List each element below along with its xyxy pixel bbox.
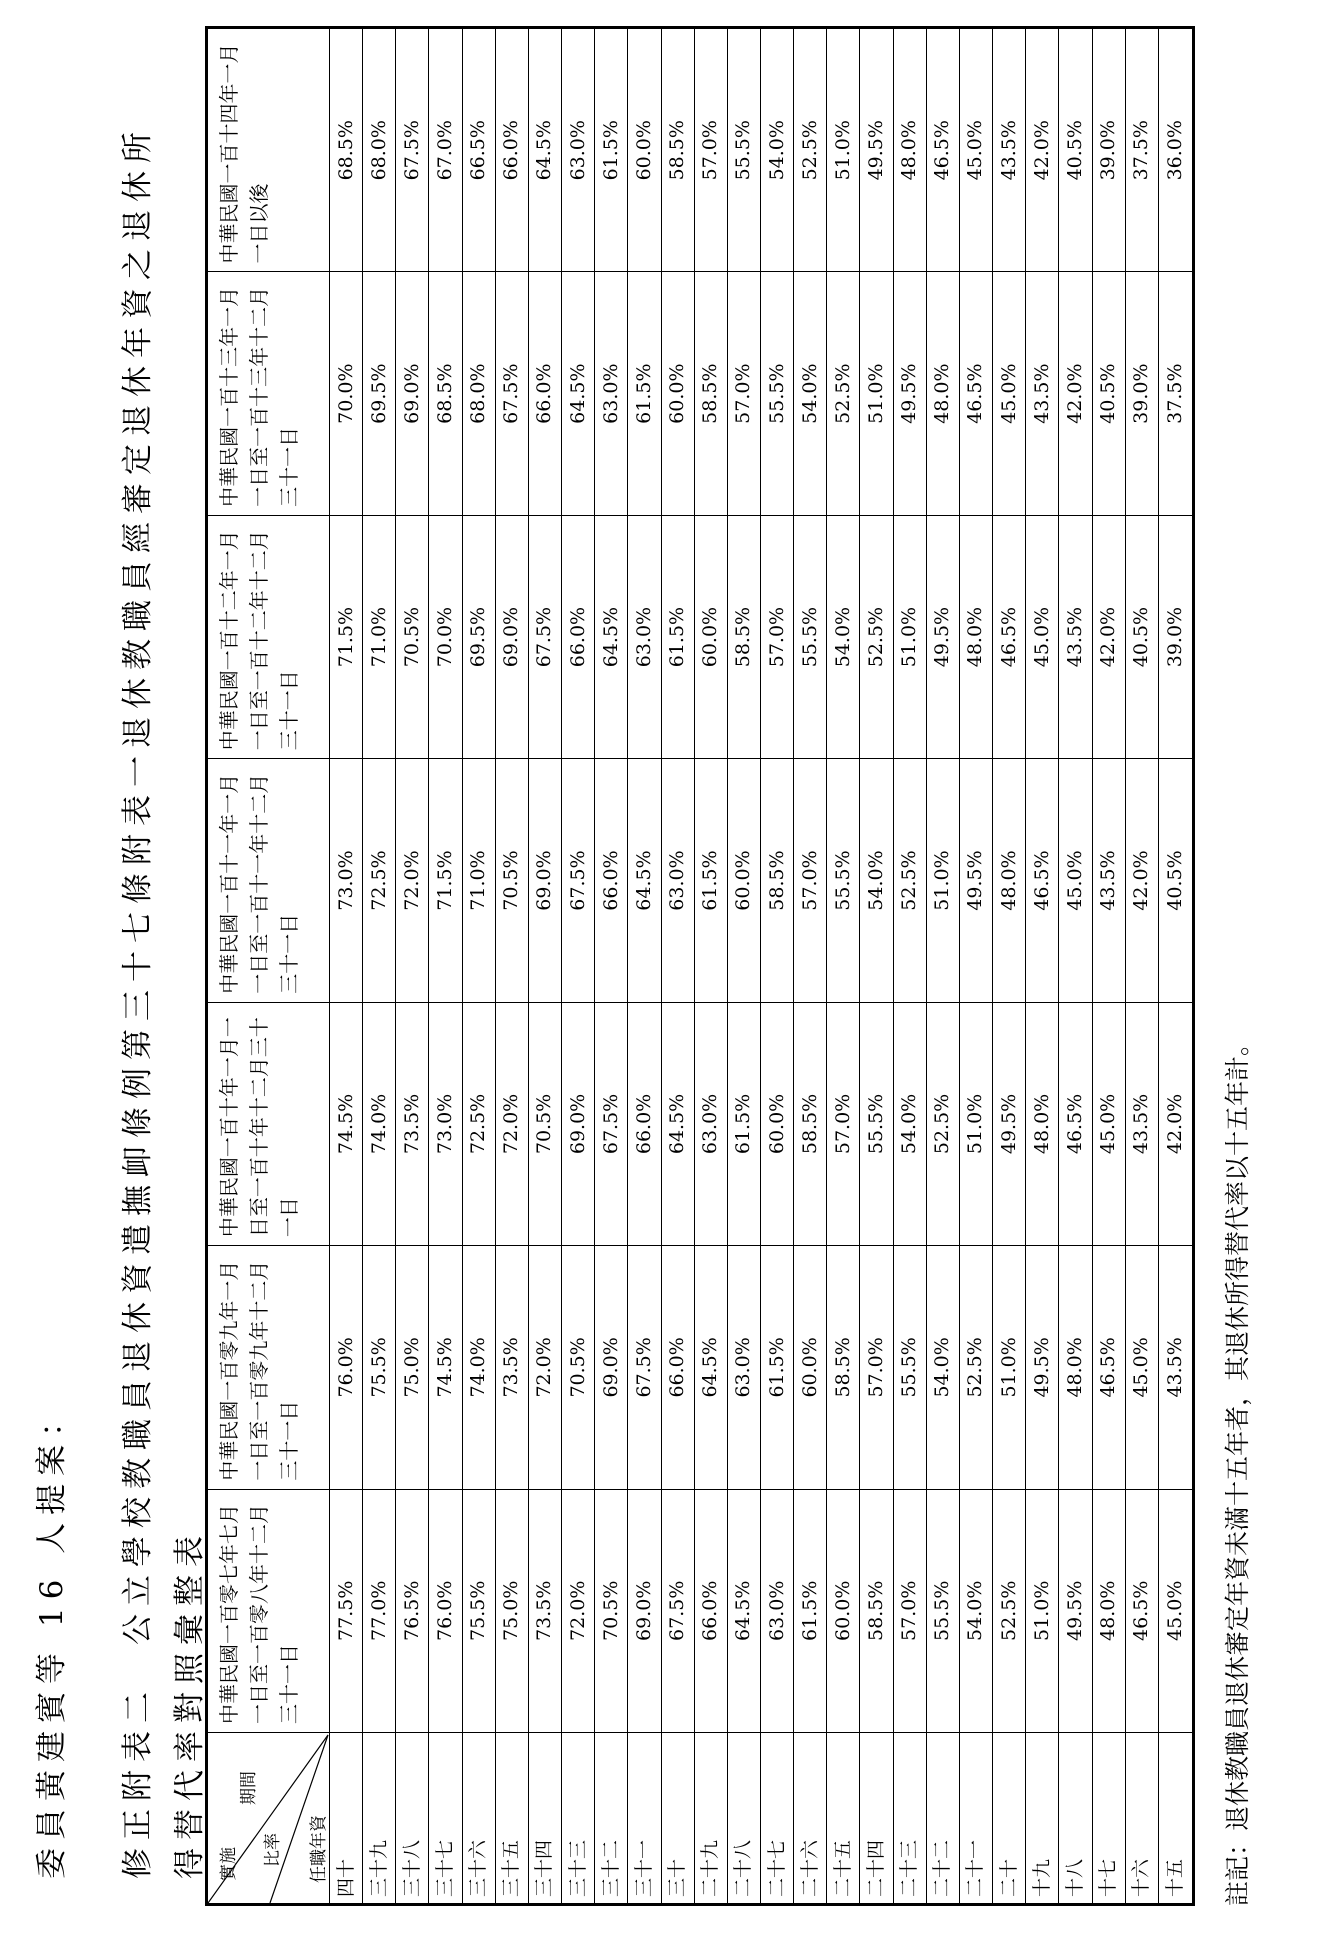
period-header: 中華民國一百十二年一月一日至一百十二年十二月三十一日	[208, 516, 330, 758]
rate-cell: 45.0%	[1163, 1580, 1186, 1641]
rate-cell: 73.5%	[396, 1003, 429, 1245]
rate-cell: 39.0%	[1093, 29, 1126, 271]
rate-cell: 66.5%	[463, 29, 496, 271]
corner-label-years: 任職年資	[309, 1815, 329, 1883]
rate-cell: 77.5%	[330, 1490, 363, 1732]
row-years-label: 二十八	[728, 1733, 761, 1903]
rate-cell: 46.5%	[927, 29, 960, 271]
rate-cell: 54.0%	[894, 1003, 927, 1245]
row-years-label: 二十四	[860, 1733, 893, 1903]
rate-cell: 70.5%	[562, 1246, 595, 1488]
rate-cell: 40.5%	[1059, 29, 1092, 271]
rate-cell: 72.5%	[363, 759, 396, 1001]
rate-cell: 43.5%	[1126, 1003, 1159, 1245]
rate-cell: 55.5%	[794, 516, 827, 758]
rate-cell: 67.5%	[529, 516, 562, 758]
rate-cell: 61.5%	[728, 1003, 761, 1245]
rate-cell: 72.0%	[562, 1490, 595, 1732]
rate-cell: 75.5%	[363, 1246, 396, 1488]
rate-cell: 63.0%	[628, 516, 661, 758]
rate-cell: 73.0%	[330, 759, 363, 1001]
row-years-label: 三十四	[529, 1733, 562, 1903]
rate-cell: 40.5%	[1093, 272, 1126, 514]
rate-cell: 67.5%	[562, 759, 595, 1001]
row-years-label: 十五	[1163, 1858, 1186, 1897]
rate-cell: 39.0%	[1163, 606, 1186, 668]
row-years-label: 十九	[1026, 1733, 1059, 1903]
row-years-label: 三十九	[363, 1733, 396, 1903]
rate-cell: 58.5%	[728, 516, 761, 758]
rate-cell: 66.0%	[628, 1003, 661, 1245]
rate-cell: 71.5%	[429, 759, 462, 1001]
rate-cell: 76.0%	[330, 1246, 363, 1488]
period-column	[208, 29, 1192, 272]
period-column	[208, 1246, 1192, 1489]
rate-cell: 57.0%	[695, 29, 728, 271]
rate-cell: 68.5%	[330, 29, 363, 271]
rate-cell: 61.5%	[628, 272, 661, 514]
rate-cell: 60.0%	[628, 29, 661, 271]
rate-cell: 57.0%	[894, 1490, 927, 1732]
rate-cell: 52.5%	[960, 1246, 993, 1488]
rate-cell: 66.0%	[695, 1490, 728, 1732]
rate-cell: 70.5%	[529, 1003, 562, 1245]
rate-cell: 64.5%	[662, 1003, 695, 1245]
rate-cell: 46.5%	[993, 516, 1026, 758]
rate-cell: 72.0%	[529, 1246, 562, 1488]
replacement-rate-table	[205, 26, 1195, 1906]
table-corner-header	[208, 1733, 330, 1903]
period-column	[208, 1490, 1192, 1733]
rate-cell: 68.0%	[463, 272, 496, 514]
rate-cell: 43.5%	[1163, 1337, 1186, 1398]
rate-cell: 61.5%	[595, 29, 628, 271]
rate-cell: 49.5%	[927, 516, 960, 758]
rate-cell: 71.5%	[330, 516, 363, 758]
rate-cell: 55.5%	[827, 759, 860, 1001]
rate-cell: 72.0%	[496, 1003, 529, 1245]
row-years-label: 二十三	[894, 1733, 927, 1903]
period-column	[208, 759, 1192, 1002]
rate-cell: 58.5%	[794, 1003, 827, 1245]
row-years-label: 二十九	[695, 1733, 728, 1903]
rate-cell: 63.0%	[695, 1003, 728, 1245]
rate-cell: 49.5%	[960, 759, 993, 1001]
rate-cell: 48.0%	[1093, 1490, 1126, 1732]
rate-cell: 73.0%	[429, 1003, 462, 1245]
rate-cell: 71.0%	[363, 516, 396, 758]
rate-cell: 67.5%	[662, 1490, 695, 1732]
rate-cell: 57.0%	[827, 1003, 860, 1245]
rate-cell: 49.5%	[993, 1003, 1026, 1245]
rate-cell: 72.0%	[396, 759, 429, 1001]
row-years-label: 三十八	[396, 1733, 429, 1903]
rate-cell: 74.0%	[463, 1246, 496, 1488]
rate-cell: 58.5%	[695, 272, 728, 514]
rate-cell: 55.5%	[894, 1246, 927, 1488]
rate-cell: 51.0%	[827, 29, 860, 271]
row-years-label: 三十六	[463, 1733, 496, 1903]
rate-cell: 46.5%	[1126, 1490, 1159, 1732]
rate-cell: 74.5%	[429, 1246, 462, 1488]
rate-cell: 66.0%	[595, 759, 628, 1001]
rate-cell: 69.5%	[463, 516, 496, 758]
rate-cell: 51.0%	[960, 1003, 993, 1245]
rate-cell: 64.5%	[728, 1490, 761, 1732]
corner-label-implement: 實施	[219, 1847, 239, 1881]
period-column	[208, 272, 1192, 515]
rate-cell: 49.5%	[1059, 1490, 1092, 1732]
rate-cell: 73.5%	[496, 1246, 529, 1488]
rate-cell: 68.5%	[429, 272, 462, 514]
rate-cell: 67.5%	[628, 1246, 661, 1488]
rate-cell: 64.5%	[595, 516, 628, 758]
rate-cell: 70.0%	[330, 272, 363, 514]
rate-cell: 66.0%	[662, 1246, 695, 1488]
rate-cell: 66.0%	[496, 29, 529, 271]
rate-cell: 67.5%	[496, 272, 529, 514]
rate-cell: 74.5%	[330, 1003, 363, 1245]
rate-cell: 45.0%	[993, 272, 1026, 514]
rate-cell: 40.5%	[1126, 516, 1159, 758]
rate-cell: 48.0%	[1059, 1246, 1092, 1488]
rate-cell: 51.0%	[894, 516, 927, 758]
rate-cell: 52.5%	[827, 272, 860, 514]
rate-cell: 69.0%	[562, 1003, 595, 1245]
period-header: 中華民國一百十一年一月一日至一百十一年十二月三十一日	[208, 759, 330, 1001]
rate-cell: 63.0%	[562, 29, 595, 271]
rate-cell: 37.5%	[1163, 363, 1186, 424]
rate-cell: 77.0%	[363, 1490, 396, 1732]
rate-cell: 55.5%	[728, 29, 761, 271]
rate-cell: 45.0%	[1093, 1003, 1126, 1245]
rate-cell: 51.0%	[927, 759, 960, 1001]
rate-cell: 70.5%	[496, 759, 529, 1001]
rate-cell: 46.5%	[1026, 759, 1059, 1001]
rate-cell: 42.0%	[1026, 29, 1059, 271]
rate-cell: 46.5%	[960, 272, 993, 514]
rate-cell: 73.5%	[529, 1490, 562, 1732]
period-header: 中華民國一百十四年一月一日以後	[208, 29, 330, 271]
row-years-label: 十八	[1059, 1733, 1092, 1903]
rate-cell: 64.5%	[562, 272, 595, 514]
rate-cell: 58.5%	[860, 1490, 893, 1732]
rate-cell: 63.0%	[761, 1490, 794, 1732]
rate-cell: 60.0%	[761, 1003, 794, 1245]
rate-cell: 54.0%	[827, 516, 860, 758]
rate-cell: 43.5%	[993, 29, 1026, 271]
rate-cell: 57.0%	[794, 759, 827, 1001]
rate-cell: 51.0%	[1026, 1490, 1059, 1732]
rate-cell: 55.5%	[761, 272, 794, 514]
rate-cell: 45.0%	[1026, 516, 1059, 758]
rate-cell: 71.0%	[463, 759, 496, 1001]
rate-cell: 55.5%	[860, 1003, 893, 1245]
rate-cell: 61.5%	[695, 759, 728, 1001]
rate-cell: 69.0%	[496, 516, 529, 758]
rate-cell: 43.5%	[1093, 759, 1126, 1001]
rate-cell: 42.0%	[1126, 759, 1159, 1001]
row-years-label: 三十三	[562, 1733, 595, 1903]
period-header: 中華民國一百十三年一月一日至一百十三年十二月三十一日	[208, 272, 330, 514]
rate-cell: 76.5%	[396, 1490, 429, 1732]
rate-cell: 67.5%	[595, 1003, 628, 1245]
rate-cell: 52.5%	[794, 29, 827, 271]
rate-cell: 48.0%	[993, 759, 1026, 1001]
rate-cell: 43.5%	[1059, 516, 1092, 758]
row-years-label: 二十一	[960, 1733, 993, 1903]
rate-cell: 49.5%	[1026, 1246, 1059, 1488]
rate-cell: 64.5%	[695, 1246, 728, 1488]
rate-cell: 54.0%	[794, 272, 827, 514]
rate-cell: 74.0%	[363, 1003, 396, 1245]
rate-cell: 57.0%	[761, 516, 794, 758]
rate-cell: 46.5%	[1093, 1246, 1126, 1488]
rate-cell: 55.5%	[927, 1490, 960, 1732]
row-years-label: 十六	[1126, 1733, 1159, 1903]
rate-cell: 48.0%	[894, 29, 927, 271]
rate-cell: 60.0%	[728, 759, 761, 1001]
rate-cell: 37.5%	[1126, 29, 1159, 271]
corner-label-ratio: 比率	[263, 1833, 283, 1867]
rate-cell: 54.0%	[927, 1246, 960, 1488]
footnote: 註記：退休教職員退休審定年資未滿十五年者，其退休所得替代率以十五年計。	[1223, 1030, 1252, 1906]
rate-cell: 54.0%	[761, 29, 794, 271]
rate-cell: 76.0%	[429, 1490, 462, 1732]
rate-cell: 54.0%	[960, 1490, 993, 1732]
rate-cell: 60.0%	[695, 516, 728, 758]
rate-cell: 66.0%	[562, 516, 595, 758]
rate-cell: 45.0%	[1059, 759, 1092, 1001]
rate-cell: 69.0%	[595, 1246, 628, 1488]
rate-cell: 52.5%	[993, 1490, 1026, 1732]
row-years-label: 二十	[993, 1733, 1026, 1903]
rate-cell: 63.0%	[595, 272, 628, 514]
rate-cell: 69.0%	[529, 759, 562, 1001]
rate-cell: 46.5%	[1059, 1003, 1092, 1245]
row-years-label: 三十二	[595, 1733, 628, 1903]
rate-cell: 48.0%	[927, 272, 960, 514]
rate-cell: 66.0%	[529, 272, 562, 514]
rate-cell: 42.0%	[1059, 272, 1092, 514]
row-years-label: 二十二	[927, 1733, 960, 1903]
rate-cell: 75.0%	[496, 1490, 529, 1732]
rate-cell: 49.5%	[860, 29, 893, 271]
rate-cell: 40.5%	[1163, 850, 1186, 911]
rate-cell: 63.0%	[662, 759, 695, 1001]
rate-cell: 48.0%	[960, 516, 993, 758]
period-header: 中華民國一百十年一月一日至一百十年十二月三十一日	[208, 1003, 330, 1245]
rate-cell: 58.5%	[662, 29, 695, 271]
rate-cell: 60.0%	[662, 272, 695, 514]
rate-cell: 43.5%	[1026, 272, 1059, 514]
corner-label-period: 期間	[239, 1771, 259, 1805]
rate-cell: 75.5%	[463, 1490, 496, 1732]
rate-cell: 69.0%	[628, 1490, 661, 1732]
rate-cell: 72.5%	[463, 1003, 496, 1245]
rate-cell: 42.0%	[1093, 516, 1126, 758]
rate-cell: 45.0%	[960, 29, 993, 271]
rate-cell: 61.5%	[662, 516, 695, 758]
rate-cell: 64.5%	[529, 29, 562, 271]
row-years-label: 二十五	[827, 1733, 860, 1903]
rate-cell: 52.5%	[927, 1003, 960, 1245]
row-years-label: 二十七	[761, 1733, 794, 1903]
row-years-label: 三十七	[429, 1733, 462, 1903]
rate-cell: 36.0%	[1163, 120, 1186, 181]
rate-cell: 39.0%	[1126, 272, 1159, 514]
rate-cell: 54.0%	[860, 759, 893, 1001]
rate-cell: 45.0%	[1126, 1246, 1159, 1488]
rate-cell: 64.5%	[628, 759, 661, 1001]
rate-cell: 61.5%	[761, 1246, 794, 1488]
period-header: 中華民國一百零九年一月一日至一百零九年十二月三十一日	[208, 1246, 330, 1488]
rate-cell: 51.0%	[993, 1246, 1026, 1488]
rate-cell: 63.0%	[728, 1246, 761, 1488]
period-header: 中華民國一百零七年七月一日至一百零八年十二月三十一日	[208, 1490, 330, 1732]
rate-cell: 42.0%	[1163, 1093, 1186, 1155]
rate-cell: 58.5%	[761, 759, 794, 1001]
rate-cell: 52.5%	[860, 516, 893, 758]
row-years-label: 四十	[330, 1733, 363, 1903]
rate-cell: 57.0%	[860, 1246, 893, 1488]
rate-cell: 75.0%	[396, 1246, 429, 1488]
row-years-label: 三十五	[496, 1733, 529, 1903]
period-column	[208, 516, 1192, 759]
rate-cell: 67.0%	[429, 29, 462, 271]
rate-cell: 61.5%	[794, 1490, 827, 1732]
rate-cell: 69.0%	[396, 272, 429, 514]
rate-cell: 70.5%	[396, 516, 429, 758]
row-years-label: 三十一	[628, 1733, 661, 1903]
rate-cell: 48.0%	[1026, 1003, 1059, 1245]
rate-cell: 51.0%	[860, 272, 893, 514]
period-column	[208, 1003, 1192, 1246]
rate-cell: 70.5%	[595, 1490, 628, 1732]
years-column	[208, 1733, 1192, 1903]
row-years-label: 十七	[1093, 1733, 1126, 1903]
rate-cell: 69.5%	[363, 272, 396, 514]
rate-cell: 58.5%	[827, 1246, 860, 1488]
row-years-label: 二十六	[794, 1733, 827, 1903]
rate-cell: 70.0%	[429, 516, 462, 758]
rate-cell: 52.5%	[894, 759, 927, 1001]
rate-cell: 57.0%	[728, 272, 761, 514]
rate-cell: 60.0%	[827, 1490, 860, 1732]
rate-cell: 60.0%	[794, 1246, 827, 1488]
rate-cell: 68.0%	[363, 29, 396, 271]
rate-cell: 49.5%	[894, 272, 927, 514]
rate-cell: 67.5%	[396, 29, 429, 271]
table-title: 修正附表二 公立學校教職員退休資遣撫卹條例第三十七條附表一退休教職員經審定退休年資之退休所得替代率對照彙整表	[120, 124, 208, 1879]
row-years-label: 三十	[662, 1733, 695, 1903]
proposer-heading: 委員黃建賓等 16 人提案：	[34, 1397, 70, 1879]
